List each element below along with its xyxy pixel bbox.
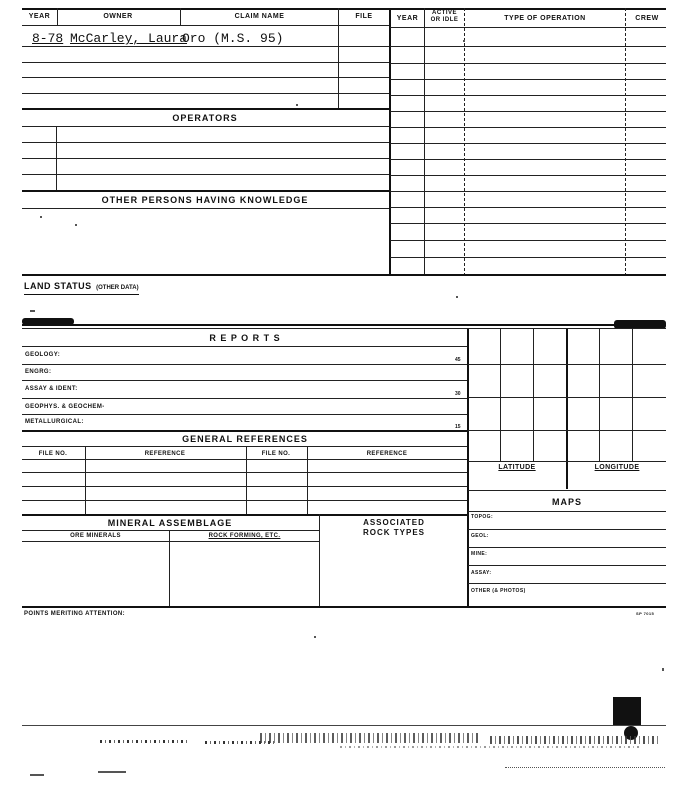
report-geology: GEOLOGY: [25,352,61,358]
row-line [390,143,666,144]
row-line [390,111,666,112]
speck [98,771,126,773]
report-num: 15 [455,424,461,430]
report-assay: ASSAY & IDENT: [25,386,78,392]
row-line [390,159,666,160]
grid-line [500,329,501,461]
header-type-of-operation: TYPE OF OPERATION [504,15,586,22]
rule [625,8,626,276]
row-line [390,95,666,96]
form-code: SP 7015 [636,611,655,616]
row-line [22,414,467,415]
speck [75,224,77,226]
row-line [22,126,390,127]
reports-title: R E P O R T S [209,333,281,343]
rock-forming-header: ROCK FORMING, ETC. [208,533,281,539]
row-line [390,46,666,47]
maps-geol: GEOL: [471,533,489,539]
row-line [22,530,319,531]
rule [307,446,308,514]
row-line [22,108,390,110]
section-divider [22,328,666,329]
report-num: 45 [455,357,461,363]
row-line [22,142,390,143]
speck [296,104,298,106]
row-line [390,127,666,128]
row-line [22,190,390,192]
rule [169,530,170,606]
longitude-label: LONGITUDE [594,464,640,471]
grid-line [632,329,633,461]
noise-line [505,767,665,768]
header-owner: OWNER [103,13,133,20]
maps-other: OTHER (& PHOTOS) [471,588,526,594]
other-persons-title: OTHER PERSONS HAVING KNOWLEDGE [101,195,309,205]
row-line [22,208,390,209]
header-active: ACTIVE [431,10,457,16]
rule [180,8,181,26]
row-line [390,257,666,258]
entry-claim-name: Oro (M.S. 95) [182,31,284,46]
report-metallurgical: METALLURGICAL: [25,419,84,425]
row-line [390,79,666,80]
row-line [22,93,390,94]
section-divider [22,606,666,608]
row-line [22,446,467,447]
header-claim-name: CLAIM NAME [234,13,285,20]
rule [464,8,465,276]
rule [56,126,57,190]
general-references-title: GENERAL REFERENCES [182,434,308,444]
rule [424,8,425,276]
noise-band [260,733,480,743]
ref-header-ref1: REFERENCE [144,451,186,457]
report-geophys: GEOPHYS. & GEOCHEM- [25,404,105,410]
speck [463,40,465,42]
associated-rock-line1: ASSOCIATED [363,518,425,527]
row-line [468,583,666,584]
row-line [22,514,467,516]
rule [319,514,320,606]
entry-owner: McCarley, Laura [70,31,188,46]
row-line [390,63,666,64]
row-line [390,191,666,192]
header-year: YEAR [28,13,51,20]
rule [246,446,247,514]
row-line [22,380,467,381]
row-line [390,27,666,28]
noise-line [22,725,666,726]
speck [456,296,458,298]
grid-line [533,329,534,461]
ref-header-file1: FILE NO. [38,451,68,457]
speck [30,774,44,776]
land-status-subtitle: (OTHER DATA) [96,285,139,291]
row-line [22,346,467,347]
rule [22,25,390,26]
speck [662,668,664,671]
rule [85,446,86,514]
grid-line [468,430,666,431]
row-line [22,500,467,501]
row-line [22,174,390,175]
header-crew: CREW [635,15,659,22]
header-file: FILE [355,13,373,20]
report-num: 30 [455,391,461,397]
row-line [22,459,467,460]
header-idle: OR IDLE [430,17,459,23]
speck [40,216,42,218]
maps-mine: MINE: [471,551,488,557]
latitude-label: LATITUDE [498,464,536,471]
row-line [22,77,390,78]
associated-rock-line2: ROCK TYPES [362,528,425,537]
row-line [22,398,467,399]
maps-topog: TOPOG: [471,514,494,520]
points-meriting-attention: POINTS MERITING ATTENTION: [24,611,126,617]
header-op-year: YEAR [396,15,419,22]
row-line [22,541,319,542]
rule [389,8,391,276]
registration-mark [613,697,641,725]
row-line [22,486,467,487]
ref-header-ref2: REFERENCE [366,451,408,457]
report-engrg: ENGRG: [25,369,52,375]
row-line [22,46,390,47]
speck [30,310,35,312]
row-line [22,364,467,365]
section-divider [22,324,666,326]
rule [22,8,390,10]
operators-title: OPERATORS [172,113,238,123]
land-status-label [24,276,139,295]
row-line [390,207,666,208]
row-line [22,472,467,473]
row-line [468,547,666,548]
row-line [22,430,467,432]
grid-line [468,490,666,491]
row-line [468,529,666,530]
mineral-assemblage-title: MINERAL ASSEMBLAGE [107,518,233,528]
ref-header-file2: FILE NO. [261,451,291,457]
grid-line [468,461,666,462]
row-line [390,175,666,176]
row-line [390,223,666,224]
row-line [468,565,666,566]
noise-band [340,746,640,748]
row-line [390,240,666,241]
grid-line [468,397,666,398]
entry-year: 8-78 [32,31,64,46]
maps-assay: ASSAY: [471,570,492,576]
maps-title: MAPS [551,497,582,507]
ore-minerals-header: ORE MINERALS [70,533,121,539]
land-status-title: LAND STATUS [24,281,92,291]
noise-band [490,736,660,744]
noise-band [100,740,190,743]
row-line [22,62,390,63]
row-line [468,511,666,512]
speck [314,636,316,638]
grid-line [566,329,568,489]
row-line [22,158,390,159]
grid-line [468,364,666,365]
grid-line [599,329,600,461]
